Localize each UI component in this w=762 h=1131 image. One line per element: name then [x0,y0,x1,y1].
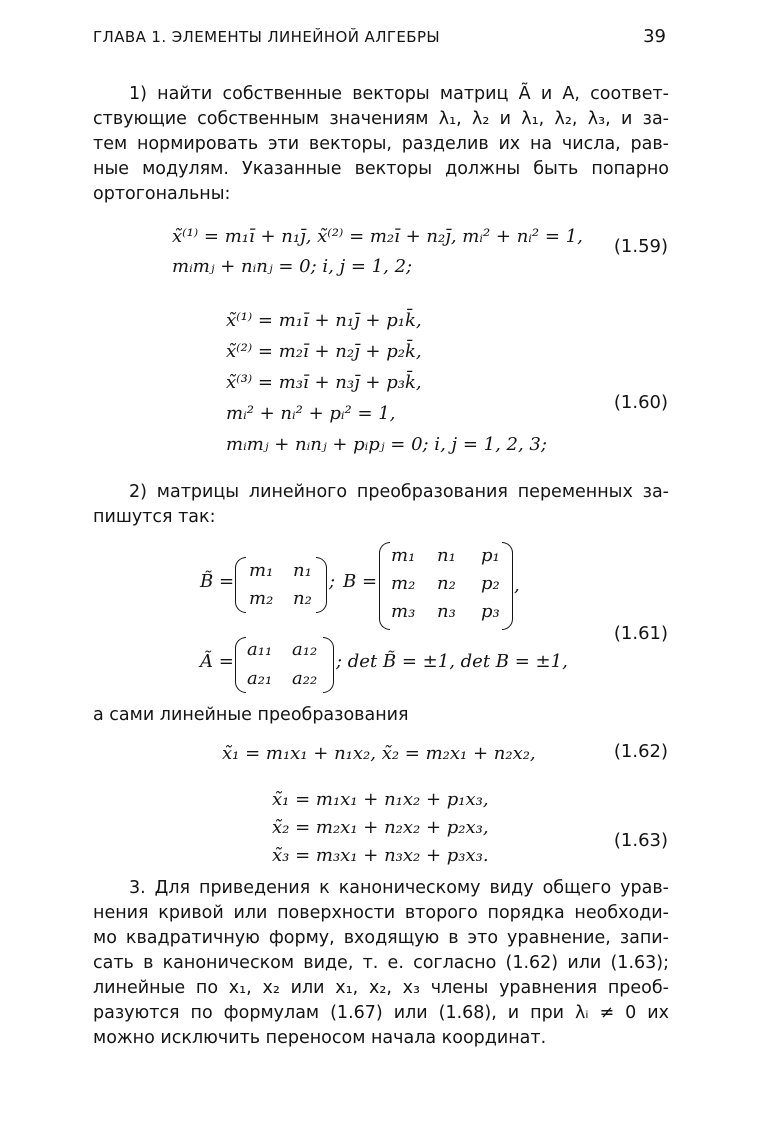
matrix-cell: a₂₂ [292,668,318,689]
paragraph-2 [93,480,669,530]
determinant-text: ; det B̃ = ±1, det B = ±1, [336,651,568,672]
text-line: нения кривой или поверхности второго порядка необходи- [93,903,669,923]
matrix-cell: m₁ [391,545,416,566]
text-line: ортогональны: [93,184,231,204]
equation-number: (1.62) [613,741,668,762]
text-line: а сами линейные преобразования [93,705,409,725]
text-line: 2) матрицы линейного преобразования переменных за- [129,482,669,502]
equation-line: x̃⁽²⁾ = m₂ī + n₂j̄ + p₂k̄, [226,341,422,362]
text-line: можно исключить переносом начала координат. [93,1028,547,1048]
text-line: 1) найти собственные векторы матриц Ã и A, соответ- [129,84,669,104]
matrix-cell: m₂ [249,588,274,609]
matrix-cell: p₂ [481,573,500,594]
matrix-cell: n₁ [437,545,456,566]
text-line: разуются по формулам (1.67) или (1.68), и при λᵢ ≠ 0 их [93,1003,669,1023]
matrix-cell: n₁ [293,560,312,581]
equation-number: (1.61) [613,623,668,644]
equation-number: (1.60) [613,392,668,413]
right-paren [502,542,513,630]
running-title: ГЛАВА 1. ЭЛЕМЕНТЫ ЛИНЕЙНОЙ АЛГЕБРЫ [93,28,441,46]
equation-line: x̃⁽³⁾ = m₃ī + n₃j̄ + p₃k̄, [226,372,422,393]
matrix-cell: m₃ [391,601,416,622]
matrix-cell: m₂ [391,573,416,594]
equation-number: (1.63) [613,830,668,851]
matrix-cell: n₂ [437,573,456,594]
left-paren [235,637,246,693]
matrix-cell: p₃ [481,601,500,622]
page-header [93,26,666,50]
equation-line: mᵢ² + nᵢ² + pᵢ² = 1, [226,403,396,424]
text-line: ствующие собственным значениям λ₁, λ₂ и λ₁, λ₂, λ₃, и за- [93,109,669,129]
equation-line: x̃₁ = m₁x₁ + n₁x₂, x̃₂ = m₂x₁ + n₂x₂, [222,743,536,764]
b-label: B = [343,571,378,592]
matrix-cell: n₂ [293,588,312,609]
right-paren [323,637,334,693]
matrix-cell: a₁₂ [292,639,318,660]
equation-line: x̃₃ = m₃x₁ + n₃x₂ + p₃x₃. [272,845,489,866]
equation-line: x̃₁ = m₁x₁ + n₁x₂ + p₁x₃, [272,789,489,810]
matrix-cell: n₃ [437,601,456,622]
paragraph-3 [93,703,669,728]
equation-line: x̃⁽¹⁾ = m₁ī + n₁j̄, x̃⁽²⁾ = m₂ī + n₂j̄, mᵢ² + nᵢ² = 1, [172,226,583,247]
trailer: , [514,575,520,596]
equation-line: mᵢmⱼ + nᵢnⱼ + pᵢpⱼ = 0; i, j = 1, 2, 3; [226,434,547,455]
text-line: ные модулям. Указанные векторы должны быть попарно [93,159,669,179]
equation-number: (1.59) [613,236,668,257]
text-line: 3. Для приведения к каноническому виду общего урав- [129,878,669,898]
text-line: пишутся так: [93,507,216,527]
text-line: линейные по x₁, x₂ или x₁, x₂, x₃ члены уравнения преоб- [93,978,669,998]
left-paren [235,557,246,613]
left-paren [379,542,390,630]
equation-line: x̃⁽¹⁾ = m₁ī + n₁j̄ + p₁k̄, [226,310,422,331]
equation-line: x̃₂ = m₂x₁ + n₂x₂ + p₂x₃, [272,817,489,838]
b-tilde-label: B̃ = [200,571,235,592]
right-paren [316,557,327,613]
paragraph-1 [93,82,669,207]
text-line: тем нормировать эти векторы, разделив их на числа, рав- [93,134,669,154]
matrix-cell: m₁ [249,560,274,581]
matrix-cell: a₁₁ [247,639,273,660]
a-tilde-label: Ã = [200,651,234,672]
separator: ; [329,571,336,592]
matrix-cell: p₁ [481,545,500,566]
equation-line: mᵢmⱼ + nᵢnⱼ = 0; i, j = 1, 2; [172,256,413,277]
text-line: сать в каноническом виде, т. е. согласно (1.62) или (1.63); [93,953,669,973]
page-number: 39 [643,26,666,47]
matrix-cell: a₂₁ [247,668,273,689]
text-line: мо квадратичную форму, входящую в это уравнение, запи- [93,928,669,948]
paragraph-4 [93,876,669,1051]
